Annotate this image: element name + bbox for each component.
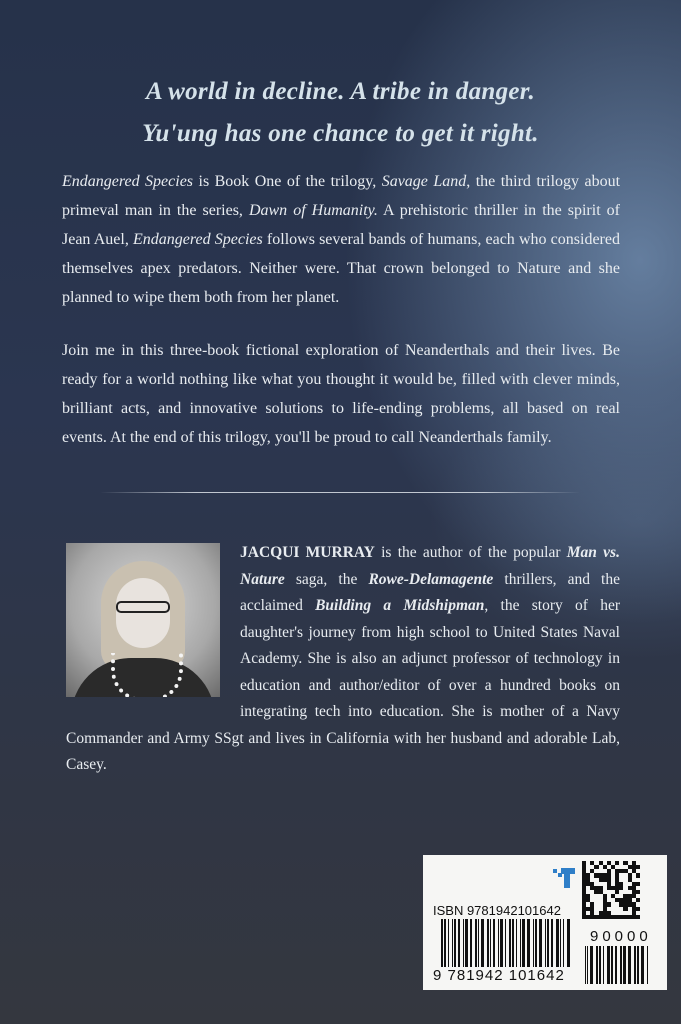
blurb-segment: Savage Land [381,173,467,190]
bio-segment: saga, the [284,570,369,588]
barcode-bar [628,946,631,984]
barcode-label [423,855,667,990]
barcode-bar [535,919,537,967]
barcode-bar [470,919,472,967]
barcode-bar [458,919,460,967]
isbn-label: ISBN 9781942101642 [433,903,561,918]
barcode-bar [481,919,484,967]
bio-segment: thrillers, and the acclaimed [240,570,620,614]
barcode-bar [452,919,453,967]
barcode-bar [641,946,644,984]
bio-segment: is the author of the popular [374,544,567,561]
barcode-bar [527,919,530,967]
barcode-bar [637,946,639,984]
barcode-bar [623,946,626,984]
barcode-bar [585,946,586,984]
qr-code [582,861,640,919]
barcode-bar [493,919,495,967]
barcode-bar [596,946,598,984]
blurb-segment: Endangered Species [132,231,263,248]
barcode-bar [611,946,613,984]
price-barcode [585,946,649,984]
bio-segment: Man vs. Nature [240,544,620,588]
isbn-barcode [441,919,571,967]
author-photo [66,543,220,697]
barcode-bar [505,919,506,967]
blurb-segment: Dawn of Humanity. [248,202,378,219]
publisher-logo-icon [553,867,575,889]
author-bio [66,540,620,779]
barcode-bar [620,946,622,984]
bio-segment: Building a Midshipman [315,597,485,614]
barcode-bar [463,919,464,967]
barcode-bar [487,919,489,967]
barcode-bar [647,946,648,984]
barcode-bar [509,919,511,967]
bio-segment: Rowe-Delamagente [368,570,494,588]
blurb-segment: is Book One of the trilogy, [193,173,382,190]
barcode-bar [448,919,449,967]
barcode-bar [516,919,517,967]
barcode-bar [498,919,499,967]
barcode-bar [490,919,491,967]
divider [100,492,580,493]
barcode-bar [547,919,549,967]
barcode-bar [551,919,553,967]
barcode-bar [590,946,593,984]
barcode-bar [607,946,610,984]
blurb-segment: Endangered Species [62,173,194,190]
barcode-bar [475,919,477,967]
tagline-line-1: A world in decline. A tribe in danger. [145,78,535,105]
barcode-bar [465,919,468,967]
qr-module [636,915,640,919]
barcode-bar [441,919,443,967]
barcode-bar [512,919,514,967]
barcode-bar [478,919,479,967]
barcode-bar [556,919,559,967]
barcode-bar [587,946,588,984]
blurb-segment: follows several bands of humans, each who considered themselves apex predators. Neither were. That crown belonged to Nature and she planned to wipe them both from her planet. [62,231,620,306]
blurb-segment: , the third trilogy about primeval man in the series, [62,173,621,219]
barcode-bar [500,919,503,967]
barcode-bar [563,919,564,967]
bio-segment: JACQUI MURRAY [240,544,375,561]
price-code: 90000 [590,928,652,945]
barcode-bar [539,919,542,967]
blurb-segment: A prehistoric thriller in the spirit of Jean Auel, [62,202,621,248]
blurb-paragraph-1 [62,167,620,312]
barcode-bar [545,919,546,967]
barcode-bar [603,946,604,984]
tagline-line-2: Yu'ung has one chance to get it right. [142,120,539,147]
barcode-bar [520,919,521,967]
barcode-bar [533,919,534,967]
barcode-bar [444,919,446,967]
barcode-bar [522,919,525,967]
blurb-paragraph-2: Join me in this three-book fictional exploration of Neanderthals and their lives. Be ready for a world nothing like what you thought it would be, filled with clever minds, brilliant acts, and innovative solutions to life-ending problems, all based on real events. At the end of this trilogy, you'll be proud to call Neanderthals family. [62,342,620,446]
barcode-bar [560,919,561,967]
barcode-bar [599,946,601,984]
barcode-bar [567,919,570,967]
bio-segment: , the story of her daughter's journey from high school to United States Naval Academy. She is also an adjunct professor of technology in education and author/editor of over a hundred books on integrating tech into education. She is mother of a Navy Commander and Army SSgt and lives in California with her husband and adorable Lab, Casey. [66,597,620,773]
isbn-digits: 9 781942 101642 [433,967,565,984]
barcode-bar [615,946,617,984]
barcode-bar [634,946,636,984]
barcode-bar [454,919,456,967]
